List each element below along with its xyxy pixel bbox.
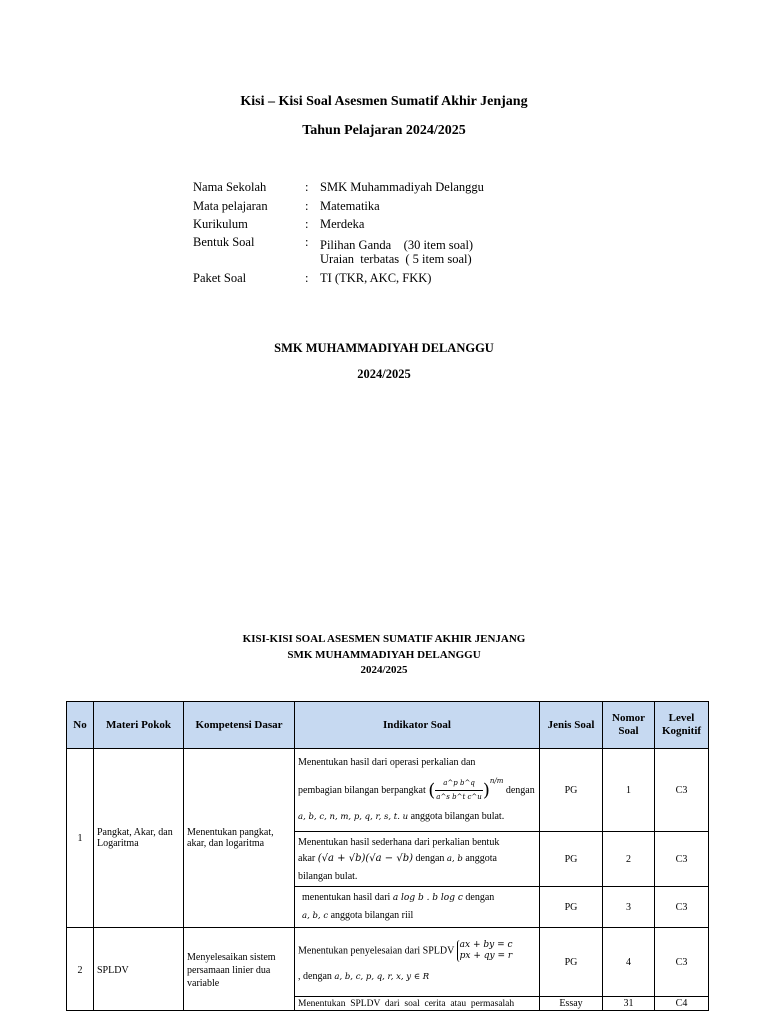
fraction-denominator: a^s b^t c^u: [436, 793, 482, 802]
cell-indikator: [295, 887, 540, 928]
header-no: No: [67, 702, 94, 749]
cell-materi: Pangkat, Akar, dan Logaritma: [94, 749, 184, 928]
math-vars: a, b, c, n, m, p, q, r, s, t. u: [298, 812, 409, 823]
info-value-2: Uraian terbatas ( 5 item soal): [320, 252, 472, 266]
indikator-line: [298, 775, 536, 804]
header-indikator: Indikator Soal: [295, 702, 540, 749]
indikator-text: bilangan bulat.: [298, 870, 358, 882]
indikator-line: [302, 909, 536, 923]
info-value: TI (TKR, AKC, FKK): [320, 271, 432, 285]
indikator-line: [298, 810, 536, 824]
indikator-text: Menentukan penyelesaian dari SPLDV: [298, 945, 455, 957]
header-kompetensi: Kompetensi Dasar: [184, 702, 295, 749]
cell-kompetensi: Menentukan pangkat, akar, dan logaritma: [184, 749, 295, 928]
cell-level: C3: [655, 928, 709, 997]
info-colon: :: [305, 235, 309, 249]
cell-jenis: PG: [540, 832, 603, 887]
equation-system: [457, 940, 513, 962]
cell-jenis: Essay: [540, 997, 603, 1011]
table-header-row: [67, 702, 709, 749]
info-value: Merdeka: [320, 217, 365, 231]
cell-nomor: 31: [603, 997, 655, 1011]
indikator-text: anggota bilangan riil: [330, 910, 414, 921]
school-name: SMK MUHAMMADIYAH DELANGGU: [274, 341, 494, 355]
kisi-school: SMK MUHAMMADIYAH DELANGGU: [287, 649, 481, 661]
indikator-text: Menentukan hasil dari operasi perkalian dan: [298, 756, 476, 768]
indikator-text: dengan: [505, 784, 535, 796]
indikator-text: dengan: [415, 852, 445, 864]
math-vars: a, b: [446, 853, 463, 864]
cell-nomor: 3: [603, 887, 655, 928]
header-level: Level Kognitif: [655, 702, 709, 749]
info-colon: :: [305, 271, 309, 285]
info-label: Nama Sekolah: [193, 180, 267, 194]
header-jenis: Jenis Soal: [540, 702, 603, 749]
exponent: n/m: [489, 776, 504, 785]
math-expression: (√a + √b)(√a − √b): [317, 852, 414, 864]
info-label: Mata pelajaran: [193, 199, 268, 213]
paren-open: (: [428, 780, 436, 802]
indikator-text: anggota: [465, 852, 497, 864]
cell-jenis: PG: [540, 928, 603, 997]
kisi-title: KISI-KISI SOAL ASESMEN SUMATIF AKHIR JENJANG: [242, 633, 526, 645]
info-label: Bentuk Soal: [193, 235, 255, 249]
table-row: [67, 749, 709, 832]
indikator-text: akar: [298, 852, 316, 864]
indikator-text: menentukan hasil dari: [302, 892, 391, 903]
indikator-line: [298, 852, 536, 866]
math-vars: a, b, c: [302, 911, 329, 921]
cell-nomor: 2: [603, 832, 655, 887]
indikator-text: pembagian bilangan berpangkat: [298, 784, 426, 796]
cell-materi: SPLDV: [94, 928, 184, 1011]
cell-nomor: 4: [603, 928, 655, 997]
cell-nomor: 1: [603, 749, 655, 832]
header-materi: Materi Pokok: [94, 702, 184, 749]
cell-indikator: [295, 749, 540, 832]
equation-1: ax + by = c: [459, 940, 513, 950]
cell-no: 2: [67, 928, 94, 1011]
info-colon: :: [305, 180, 309, 194]
math-expression: a log b . b log c: [392, 893, 463, 903]
indikator-line: [302, 891, 536, 905]
cell-indikator: [295, 832, 540, 887]
cell-jenis: PG: [540, 749, 603, 832]
table-row: [67, 928, 709, 997]
fraction-numerator: a^p b^q: [435, 777, 483, 791]
paren-close: ): [482, 780, 490, 802]
info-value: SMK Muhammadiyah Delanggu: [320, 180, 484, 194]
indikator-text: dengan: [465, 892, 495, 903]
cell-kompetensi: Menyelesaikan sistem persamaan linier dua variable: [184, 928, 295, 1011]
info-value: Matematika: [320, 199, 380, 213]
info-colon: :: [305, 217, 309, 231]
document-subtitle: Tahun Pelajaran 2024/2025: [302, 123, 466, 138]
cell-indikator: [295, 928, 540, 997]
indikator-text: anggota bilangan bulat.: [410, 811, 505, 823]
cell-indikator: Menentukan SPLDV dari soal cerita atau permasalah: [295, 997, 540, 1011]
info-value: Pilihan Ganda (30 item soal): [320, 238, 474, 252]
cell-level: C3: [655, 832, 709, 887]
indikator-text: , dengan: [298, 971, 332, 982]
cell-level: C4: [655, 997, 709, 1011]
indikator-text: Menentukan hasil sederhana dari perkalian bentuk: [298, 836, 500, 848]
indikator-line: [298, 970, 536, 984]
header-nomor: Nomor Soal: [603, 702, 655, 749]
info-label: Paket Soal: [193, 271, 247, 285]
cell-jenis: PG: [540, 887, 603, 928]
info-label: Kurikulum: [193, 217, 248, 231]
document-title: Kisi – Kisi Soal Asesmen Sumatif Akhir Jenjang: [240, 94, 528, 109]
cell-level: C3: [655, 887, 709, 928]
indikator-line: [298, 940, 536, 962]
kisi-year: 2024/2025: [360, 664, 408, 676]
school-year: 2024/2025: [357, 367, 411, 381]
kisi-table: [66, 701, 709, 1011]
info-colon: :: [305, 199, 309, 213]
fraction: [435, 777, 483, 804]
equation-2: px + qy = r: [459, 951, 513, 961]
cell-no: 1: [67, 749, 94, 928]
math-vars: a, b, c, p, q, r, x, y ∈ R: [334, 972, 430, 982]
cell-level: C3: [655, 749, 709, 832]
